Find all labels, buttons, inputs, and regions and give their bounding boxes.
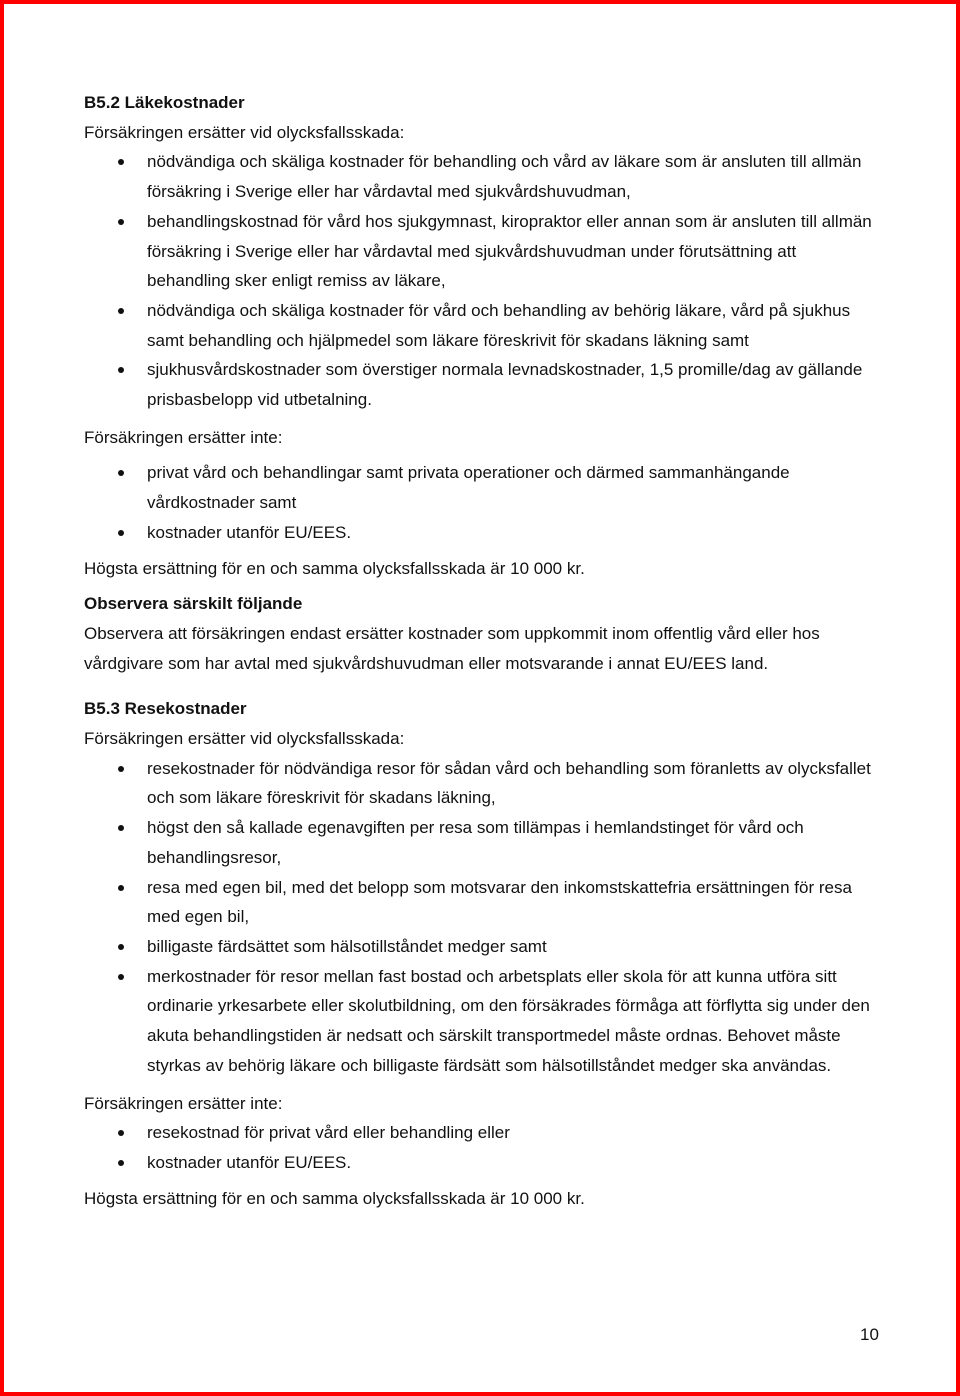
bullet-icon <box>118 1130 124 1136</box>
not-covered-intro: Försäkringen ersätter inte: <box>84 1093 283 1113</box>
observe-heading: Observera särskilt följande <box>84 594 303 614</box>
bullet-icon <box>118 766 124 772</box>
list-item <box>84 754 884 813</box>
list-item-text: billigaste färdsättet som hälsotillståndet medger samt <box>147 936 547 956</box>
list-item-text: resa med egen bil, med det belopp som motsvarar den inkomstskattefria ersättningen för resa med egen bil, <box>147 877 852 927</box>
list-item <box>84 1148 884 1178</box>
list-item <box>84 962 884 1081</box>
list-item <box>84 1118 884 1148</box>
section-heading-b52: B5.2 Läkekostnader <box>84 93 245 112</box>
list-item <box>84 932 884 962</box>
list-item-text: privat vård och behandlingar samt privata operationer och därmed sammanhängande vårdkostnader samt <box>147 463 790 513</box>
bullet-icon <box>118 159 124 165</box>
bullet-icon <box>118 1160 124 1166</box>
section-heading-b53: B5.3 Resekostnader <box>84 699 247 719</box>
list-item <box>84 518 884 548</box>
bullet-icon <box>118 219 124 225</box>
list-item <box>84 355 884 414</box>
not-covered-intro: Försäkringen ersätter inte: <box>84 427 283 447</box>
list-item <box>84 296 884 355</box>
max-compensation: Högsta ersättning för en och samma olycksfallsskada är 10 000 kr. <box>84 1188 585 1208</box>
list-item-text: kostnader utanför EU/EES. <box>147 1152 352 1172</box>
not-covered-list-b52 <box>84 458 884 547</box>
bullet-icon <box>118 367 124 373</box>
list-item-text: resekostnader för nödvändiga resor för sådan vård och behandling som föranletts av olycksfallet och som läkare föreskrivit för skadans läkning, <box>147 758 871 808</box>
page-number: 10 <box>860 1325 879 1344</box>
not-covered-list-b53 <box>84 1118 884 1177</box>
list-item-text: kostnader utanför EU/EES. <box>147 522 352 542</box>
covered-list-b52 <box>84 147 884 414</box>
observe-text: Observera att försäkringen endast ersätter kostnader som uppkommit inom offentlig vård eller hos vårdgivare som har avtal med sjukvårdshuvudman eller motsvarande i annat EU/EES land. <box>84 623 820 673</box>
covered-list-b53 <box>84 754 884 1081</box>
bullet-icon <box>118 825 124 831</box>
list-item-text: behandlingskostnad för vård hos sjukgymnast, kiropraktor eller annan som är ansluten till allmän försäkring i Sverige eller har vårdavtal med sjukvårdshuvudman under förutsättning att behandling sker enligt remiss av läkare, <box>147 211 872 291</box>
list-item-text: nödvändiga och skäliga kostnader för vård och behandling av behörig läkare, vård på sjukhus samt behandling och hjälpmedel som läkare föreskrivit för skadans läkning samt <box>147 300 851 350</box>
bullet-icon <box>118 885 124 891</box>
list-item-text: resekostnad för privat vård eller behandling eller <box>147 1123 510 1143</box>
list-item <box>84 873 884 932</box>
section-intro: Försäkringen ersätter vid olycksfallsskada: <box>84 122 405 142</box>
list-item-text: sjukhusvårdskostnader som överstiger normala levnadskostnader, 1,5 promille/dag av gällande prisbasbelopp vid utbetalning. <box>147 360 863 410</box>
section-intro: Försäkringen ersätter vid olycksfallsskada: <box>84 729 405 749</box>
bullet-icon <box>118 470 124 476</box>
list-item <box>84 207 884 296</box>
document-content <box>84 88 884 1213</box>
bullet-icon <box>118 308 124 314</box>
list-item <box>84 147 884 206</box>
list-item <box>84 813 884 872</box>
list-item <box>84 458 884 517</box>
list-item-text: nödvändiga och skäliga kostnader för behandling och vård av läkare som är ansluten till allmän försäkring i Sverige eller har vårdavtal med sjukvårdshuvudman, <box>147 152 862 202</box>
bullet-icon <box>118 974 124 980</box>
bullet-icon <box>118 530 124 536</box>
list-item-text: merkostnader för resor mellan fast bostad och arbetsplats eller skola för att kunna utföra sitt ordinarie yrkesarbete eller skolutbildning, om den försäkrades förmåga att förflytta sig under den akuta behandlingstiden är nedsatt och särskilt transportmedel måste ordnas. Behovet måste styrkas av behörig läkare och billigaste färdsätt som hälsotillståndet medger ska användas. <box>147 966 870 1075</box>
max-compensation: Högsta ersättning för en och samma olycksfallsskada är 10 000 kr. <box>84 558 585 578</box>
list-item-text: högst den så kallade egenavgiften per resa som tillämpas i hemlandstinget för vård och behandlingsresor, <box>147 818 804 867</box>
bullet-icon <box>118 944 124 950</box>
